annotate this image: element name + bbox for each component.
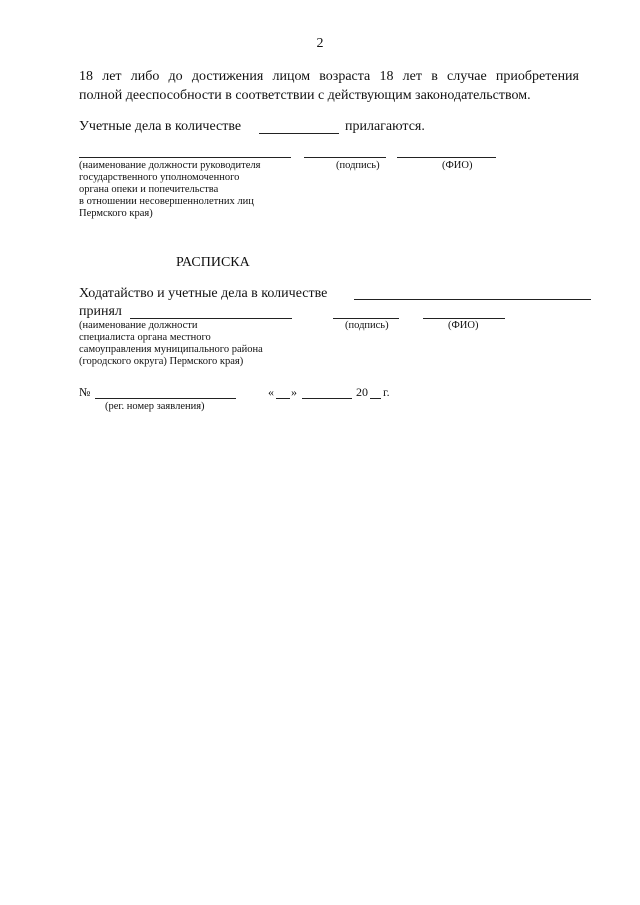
position-label-line: органа опеки и попечительства [79,184,219,195]
fio-label-1: (ФИО) [442,160,473,171]
receipt-fio-blank [423,318,505,319]
receipt-position-label-line: (городского округа) Пермского края) [79,356,244,367]
receipt-position-label-block [79,320,263,368]
position-blank-1 [79,157,291,158]
paragraph-line-1: 18 лет либо до достижения лицом возраста 18 лет в случае приобретения [79,69,579,84]
receipt-position-blank [130,318,292,319]
attached-count-blank [259,133,339,134]
reg-number-label: (рег. номер заявления) [105,401,205,412]
fio-blank-1 [397,157,496,158]
position-label-line: (наименование должности руководителя [79,160,261,171]
number-sign: № [79,385,91,399]
receipt-accepted: принял [79,304,122,319]
year-blank [370,398,381,399]
signature-label-1: (подпись) [336,160,380,171]
receipt-position-label-line: (наименование должности [79,320,198,331]
paragraph-line-2: полной дееспособности в соответствии с действующим законодательством. [79,88,531,103]
position-label-block-1 [79,160,260,220]
receipt-count-blank [354,299,591,300]
receipt-position-label-line: самоуправления муниципального района [79,344,263,355]
receipt-signature-label: (подпись) [345,320,389,331]
year-prefix: 20 [356,385,368,399]
receipt-line-1: Ходатайство и учетные дела в количестве [79,286,328,301]
position-label-line: государственного уполномоченного [79,172,240,183]
receipt-position-label-line: специалиста органа местного [79,332,211,343]
date-close-quote: » [291,385,297,399]
position-label-line: Пермского края) [79,208,153,219]
receipt-fio-label: (ФИО) [448,320,479,331]
page-number: 2 [316,36,324,51]
position-label-line: в отношении несовершеннолетних лиц [79,196,254,207]
receipt-signature-blank [333,318,399,319]
year-suffix: г. [383,385,390,399]
date-month-blank [302,398,352,399]
attached-suffix: прилагаются. [345,119,425,134]
date-open-quote: « [268,385,274,399]
reg-number-blank [95,398,236,399]
receipt-title: РАСПИСКА [176,255,250,270]
attached-prefix: Учетные дела в количестве [79,119,242,134]
date-day-blank [276,398,290,399]
signature-blank-1 [304,157,386,158]
